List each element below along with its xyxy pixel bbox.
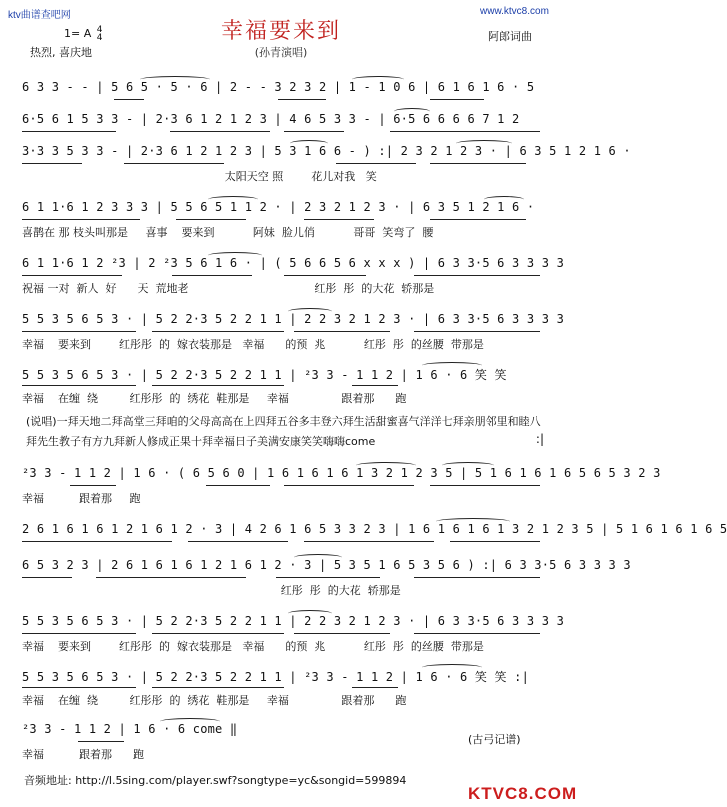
beam bbox=[294, 331, 390, 332]
beam bbox=[430, 163, 526, 164]
beam bbox=[336, 163, 416, 164]
beam bbox=[276, 577, 380, 578]
beam bbox=[172, 275, 252, 276]
narration-text: (说唱)一拜天地二拜高堂三拜咱的父母高高在上四拜五谷多丰登六拜生活甜蜜喜气洋洋七拜亲朋邻里和睦八拜先生教子有方九拜新人修成正果十拜幸福日子美满安康笑笑嗨嗨come bbox=[26, 415, 541, 448]
beam bbox=[96, 577, 246, 578]
slur bbox=[356, 462, 416, 469]
row-lyrics: 幸福 在缠 绕 红彤彤 的 绣花 鞋那是 幸福 跟着那 跑 bbox=[22, 392, 407, 405]
beam bbox=[22, 385, 136, 386]
author: 阿郎词曲 bbox=[488, 30, 532, 43]
beam bbox=[188, 541, 288, 542]
row-lyrics: 太阳天空 照 花儿对我 笑 bbox=[22, 170, 377, 183]
slur bbox=[290, 140, 328, 147]
slur bbox=[288, 308, 332, 315]
slur bbox=[394, 108, 430, 115]
beam bbox=[414, 331, 540, 332]
beam bbox=[430, 219, 526, 220]
row-notes: 6 5 3 2 3 | 2 6 1 6 1 6 1 2 1 6 1 2 · 3 | 5 3 5 1 6 5 3 5 6 ) :| 6 3 3·5 6 3 3 3 3 bbox=[22, 558, 631, 572]
row-notes: 3·3 3 5 3 3 - | 2·3 6 1 2 1 2 3 | 5 3 1 6 6 - ) :| 2 3 2 1 2 3 · | 6 3 5 1 2 1 6 · bbox=[22, 144, 631, 158]
beam bbox=[430, 99, 484, 100]
row-notes: 6 3 3 - - | 5 6 5 · 5 · 6 | 2 - - 3 2 3 2 | 1 - 1 0 6 | 6 1 6 1 6 · 5 bbox=[22, 80, 535, 94]
beam bbox=[124, 163, 224, 164]
beam bbox=[390, 131, 540, 132]
beam bbox=[284, 275, 366, 276]
beam bbox=[284, 131, 344, 132]
beam bbox=[170, 131, 270, 132]
beam bbox=[152, 385, 284, 386]
beam bbox=[22, 687, 136, 688]
row-notes: 2 6 1 6 1 6 1 2 1 6 1 2 · 3 | 4 2 6 1 6 5 3 3 2 3 | 1 6 1 6 1 6 1 3 2 1 2 3 5 | 5 1 6 1 6 1 6 5 bbox=[22, 522, 727, 536]
site-name-left: ktv曲谱查吧网 bbox=[8, 10, 71, 21]
slur bbox=[352, 76, 404, 83]
row-lyrics: 喜鹊在 那 枝头叫那是 喜事 要来到 阿妹 脸儿俏 哥哥 笑弯了 腰 bbox=[22, 226, 434, 239]
beam bbox=[78, 741, 124, 742]
row-notes: 6 1 1·6 1 2 ²3 | 2 ²3 5 6 1 6 · | ( 5 6 6 5 6 x x x ) | 6 3 3·5 6 3 3 3 3 bbox=[22, 256, 564, 270]
row-notes: 5 5 3 5 6 5 3 · | 5 2 2·3 5 2 2 1 1 | ²3 3 - 1 1 2 | 1 6 · 6 笑 笑 bbox=[22, 368, 507, 382]
row-lyrics: 红彤 彤 的大花 轿那是 bbox=[22, 584, 401, 597]
beam bbox=[22, 577, 72, 578]
beam bbox=[352, 687, 398, 688]
key-label: 1= A bbox=[64, 27, 92, 40]
beam bbox=[22, 331, 136, 332]
row-notes: 6 1 1·6 1 2 3 3 3 | 5 5 6 5 1 1 2 · | 2 3 2 1 2 3 · | 6 3 5 1 2 1 6 · bbox=[22, 200, 535, 214]
slur bbox=[436, 518, 510, 525]
beam bbox=[352, 385, 398, 386]
beam bbox=[304, 541, 434, 542]
slur bbox=[456, 140, 512, 147]
slur bbox=[208, 252, 262, 259]
audio-link[interactable]: 音频地址: http://l.5sing.com/player.swf?songtype=yc&songid=599894 bbox=[24, 774, 407, 787]
repeat-sign: :| bbox=[535, 432, 544, 446]
beam bbox=[284, 485, 414, 486]
site-url-right: www.ktvc8.com bbox=[480, 6, 549, 17]
beam bbox=[70, 485, 116, 486]
slur bbox=[484, 196, 524, 203]
slur bbox=[140, 76, 210, 83]
beam bbox=[114, 99, 144, 100]
beam bbox=[414, 577, 540, 578]
beam bbox=[152, 331, 284, 332]
beam bbox=[22, 541, 172, 542]
time-top: 4 bbox=[96, 25, 103, 35]
row-notes: ²3 3 - 1 1 2 | 1 6 · 6 come ‖ bbox=[22, 722, 238, 736]
time-bottom: 4 bbox=[96, 33, 103, 43]
row-lyrics: 幸福 在缠 绕 红彤彤 的 绣花 鞋那是 幸福 跟着那 跑 bbox=[22, 694, 407, 707]
beam bbox=[278, 99, 326, 100]
beam bbox=[450, 541, 540, 542]
beam bbox=[152, 687, 284, 688]
beam bbox=[22, 633, 136, 634]
slur bbox=[442, 462, 494, 469]
singer: (孙青演唱) bbox=[254, 46, 308, 59]
slur bbox=[160, 718, 220, 725]
slur bbox=[294, 554, 342, 561]
row-lyrics: 祝福 一对 新人 好 天 荒地老 红彤 彤 的大花 轿那是 bbox=[22, 282, 435, 295]
song-title: 幸福要来到 bbox=[220, 19, 341, 44]
slur bbox=[422, 362, 482, 369]
beam bbox=[22, 275, 122, 276]
row-lyrics: 幸福 跟着那 跑 bbox=[22, 492, 141, 505]
beam bbox=[22, 131, 116, 132]
beam bbox=[176, 219, 246, 220]
row-lyrics: 幸福 要来到 红彤彤 的 嫁衣装那是 幸福 的预 兆 红彤 彤 的丝腰 带那是 bbox=[22, 338, 484, 351]
beam bbox=[430, 485, 540, 486]
beam bbox=[22, 163, 82, 164]
beam bbox=[152, 633, 284, 634]
row-lyrics: 幸福 跟着那 跑 bbox=[22, 748, 144, 761]
beam bbox=[22, 219, 140, 220]
beam bbox=[414, 275, 540, 276]
slur bbox=[288, 610, 332, 617]
beam bbox=[414, 633, 540, 634]
beam bbox=[206, 485, 270, 486]
beam bbox=[304, 219, 374, 220]
row-notes: ²3 3 - 1 1 2 | 1 6 · ( 6 5 6 0 | 1 6 1 6 1 6 1 3 2 1 2 3 5 | 5 1 6 1 6 1 6 5 6 5 3 2 3 bbox=[22, 466, 661, 480]
slur bbox=[208, 196, 258, 203]
row-notes: 6·5 6 1 5 3 3 - | 2·3 6 1 2 1 2 3 | 4 6 5 3 3 - | 6·5 6 6 6 6 7 1 2 bbox=[22, 112, 520, 126]
row-notes: 5 5 3 5 6 5 3 · | 5 2 2·3 5 2 2 1 1 | 2 2 3 2 1 2 3 · | 6 3 3·5 6 3 3 3 3 bbox=[22, 312, 564, 326]
beam bbox=[294, 633, 390, 634]
row-lyrics: 幸福 要来到 红彤彤 的 嫁衣装那是 幸福 的预 兆 红彤 彤 的丝腰 带那是 bbox=[22, 640, 484, 653]
row-notes: 5 5 3 5 6 5 3 · | 5 2 2·3 5 2 2 1 1 | ²3 3 - 1 1 2 | 1 6 · 6 笑 笑 :| bbox=[22, 670, 529, 684]
transcriber-credit: (古弓记谱) bbox=[468, 733, 521, 746]
tempo-style: 热烈, 喜庆地 bbox=[30, 46, 92, 59]
row-notes: 5 5 3 5 6 5 3 · | 5 2 2·3 5 2 2 1 1 | 2 2 3 2 1 2 3 · | 6 3 3·5 6 3 3 3 3 bbox=[22, 614, 564, 628]
slur bbox=[422, 664, 482, 671]
site-logo: KTVC8.COM bbox=[468, 784, 578, 803]
